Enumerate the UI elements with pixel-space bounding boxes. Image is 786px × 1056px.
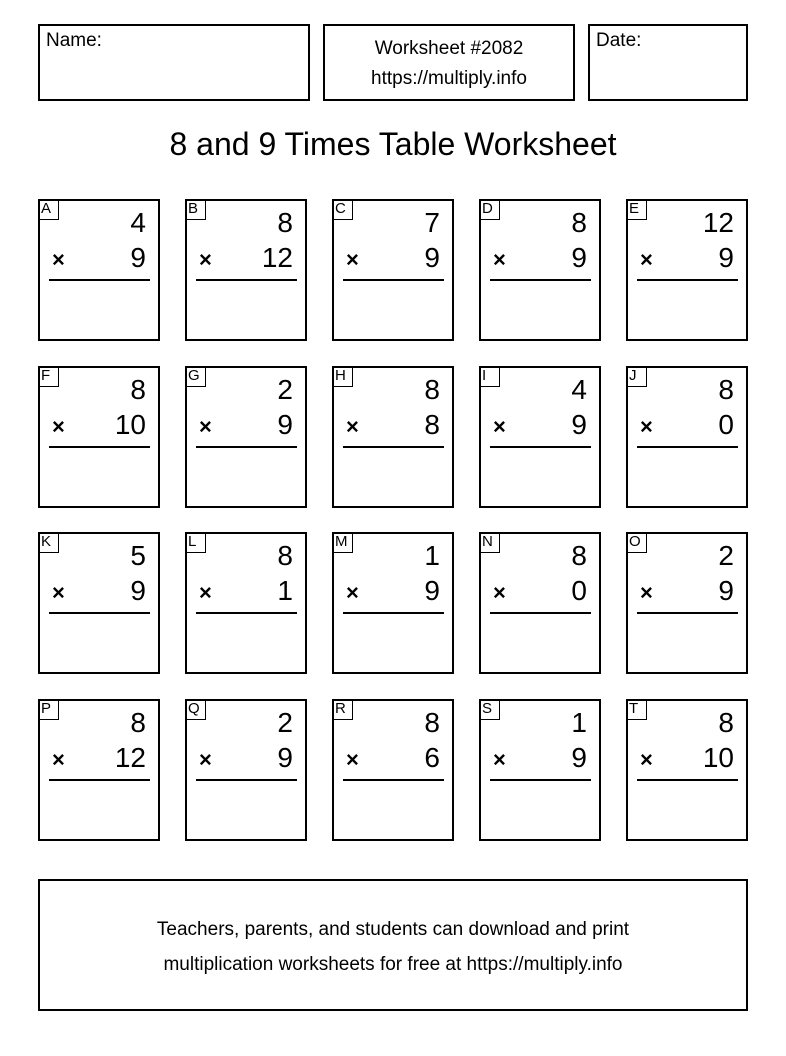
multiplicand: 8 bbox=[130, 706, 146, 738]
times-sign: × bbox=[493, 746, 506, 772]
problem-label: G bbox=[185, 366, 206, 387]
times-sign: × bbox=[640, 580, 653, 605]
times-sign: × bbox=[346, 746, 359, 772]
multiplier: 9 bbox=[130, 242, 146, 273]
times-sign: × bbox=[199, 746, 212, 772]
problem-d[interactable] bbox=[479, 199, 601, 341]
answer-line bbox=[49, 612, 150, 614]
times-sign: × bbox=[199, 580, 212, 605]
problem-i[interactable] bbox=[479, 366, 601, 508]
problem-label: S bbox=[479, 699, 500, 720]
multiplicand: 2 bbox=[277, 373, 293, 405]
multiplier: 9 bbox=[424, 242, 440, 273]
times-sign: × bbox=[640, 413, 653, 439]
times-sign: × bbox=[640, 746, 653, 772]
answer-line bbox=[490, 446, 591, 448]
multiplicand: 8 bbox=[718, 373, 734, 405]
multiplicand: 8 bbox=[571, 207, 587, 238]
answer-line bbox=[49, 446, 150, 448]
date-field[interactable] bbox=[588, 24, 748, 101]
multiplier: 9 bbox=[571, 741, 587, 773]
multiplier: 8 bbox=[424, 408, 440, 440]
multiplicand: 7 bbox=[424, 207, 440, 238]
multiplier: 12 bbox=[114, 741, 146, 773]
problem-s[interactable] bbox=[479, 699, 601, 841]
multiplicand: 12 bbox=[702, 207, 734, 238]
multiplier: 9 bbox=[130, 575, 146, 606]
problem-label: M bbox=[332, 532, 353, 553]
problem-label: N bbox=[479, 532, 500, 553]
name-label: Name: bbox=[46, 30, 102, 51]
multiplicand: 8 bbox=[277, 207, 293, 238]
times-sign: × bbox=[346, 247, 359, 272]
times-sign: × bbox=[199, 247, 212, 272]
multiplicand: 8 bbox=[571, 540, 587, 571]
multiplier: 9 bbox=[718, 575, 734, 606]
times-sign: × bbox=[52, 746, 65, 772]
times-sign: × bbox=[346, 580, 359, 605]
multiplicand: 2 bbox=[718, 540, 734, 571]
problem-o[interactable] bbox=[626, 532, 748, 674]
problem-label: E bbox=[626, 199, 647, 220]
answer-line bbox=[637, 779, 738, 781]
date-label: Date: bbox=[596, 30, 642, 51]
multiplicand: 8 bbox=[718, 706, 734, 738]
footer-box bbox=[38, 879, 748, 1011]
problem-m[interactable] bbox=[332, 532, 454, 674]
problem-label: H bbox=[332, 366, 353, 387]
worksheet-info-box bbox=[323, 24, 575, 101]
problem-q[interactable] bbox=[185, 699, 307, 841]
problem-label: O bbox=[626, 532, 647, 553]
multiplicand: 8 bbox=[277, 540, 293, 571]
answer-line bbox=[343, 446, 444, 448]
problem-j[interactable] bbox=[626, 366, 748, 508]
times-sign: × bbox=[493, 580, 506, 605]
answer-line bbox=[196, 612, 297, 614]
name-field[interactable] bbox=[38, 24, 310, 101]
footer-line-2: multiplication worksheets for free at https://multiply.info bbox=[163, 954, 623, 975]
multiplicand: 4 bbox=[571, 373, 587, 405]
answer-line bbox=[490, 779, 591, 781]
problem-label: R bbox=[332, 699, 353, 720]
answer-line bbox=[196, 779, 297, 781]
times-sign: × bbox=[52, 580, 65, 605]
worksheet-number: Worksheet #2082 bbox=[374, 38, 524, 59]
multiplicand: 8 bbox=[424, 373, 440, 405]
answer-line bbox=[637, 612, 738, 614]
problem-t[interactable] bbox=[626, 699, 748, 841]
problem-l[interactable] bbox=[185, 532, 307, 674]
problem-label: K bbox=[38, 532, 59, 553]
multiplier: 9 bbox=[277, 741, 293, 773]
problem-label: D bbox=[479, 199, 500, 220]
problem-label: C bbox=[332, 199, 353, 220]
problem-b[interactable] bbox=[185, 199, 307, 341]
answer-line bbox=[343, 779, 444, 781]
answer-line bbox=[490, 279, 591, 281]
multiplicand: 8 bbox=[130, 373, 146, 405]
multiplier: 12 bbox=[261, 242, 293, 273]
problem-h[interactable] bbox=[332, 366, 454, 508]
problem-a[interactable] bbox=[38, 199, 160, 341]
problem-label: Q bbox=[185, 699, 206, 720]
multiplier: 9 bbox=[424, 575, 440, 606]
multiplier: 0 bbox=[718, 408, 734, 440]
multiplier: 0 bbox=[571, 575, 587, 606]
times-sign: × bbox=[640, 247, 653, 272]
times-sign: × bbox=[52, 247, 65, 272]
problem-e[interactable] bbox=[626, 199, 748, 341]
multiplier: 10 bbox=[114, 408, 146, 440]
multiplier: 10 bbox=[702, 741, 734, 773]
problem-label: J bbox=[626, 366, 647, 387]
multiplicand: 4 bbox=[130, 207, 146, 238]
problem-g[interactable] bbox=[185, 366, 307, 508]
times-sign: × bbox=[493, 413, 506, 439]
answer-line bbox=[196, 446, 297, 448]
multiplier: 9 bbox=[571, 242, 587, 273]
answer-line bbox=[490, 612, 591, 614]
multiplicand: 1 bbox=[424, 540, 440, 571]
footer-line-1: Teachers, parents, and students can download and print bbox=[156, 919, 630, 940]
times-sign: × bbox=[199, 413, 212, 439]
multiplier: 6 bbox=[424, 741, 440, 773]
answer-line bbox=[343, 612, 444, 614]
answer-line bbox=[637, 446, 738, 448]
times-sign: × bbox=[346, 413, 359, 439]
times-sign: × bbox=[493, 247, 506, 272]
multiplier: 9 bbox=[571, 408, 587, 440]
multiplicand: 1 bbox=[571, 706, 587, 738]
multiplicand: 8 bbox=[424, 706, 440, 738]
problem-label: T bbox=[626, 699, 647, 720]
multiplier: 9 bbox=[277, 408, 293, 440]
problem-label: B bbox=[185, 199, 206, 220]
problem-label: P bbox=[38, 699, 59, 720]
answer-line bbox=[637, 279, 738, 281]
problem-label: I bbox=[479, 366, 500, 387]
answer-line bbox=[196, 279, 297, 281]
problem-f[interactable] bbox=[38, 366, 160, 508]
multiplicand: 5 bbox=[130, 540, 146, 571]
times-sign: × bbox=[52, 413, 65, 439]
problem-n[interactable] bbox=[479, 532, 601, 674]
problem-r[interactable] bbox=[332, 699, 454, 841]
multiplier: 9 bbox=[718, 242, 734, 273]
answer-line bbox=[49, 779, 150, 781]
problem-k[interactable] bbox=[38, 532, 160, 674]
multiplicand: 2 bbox=[277, 706, 293, 738]
problem-p[interactable] bbox=[38, 699, 160, 841]
page-title: 8 and 9 Times Table Worksheet bbox=[169, 126, 617, 162]
problem-c[interactable] bbox=[332, 199, 454, 341]
problem-label: F bbox=[38, 366, 59, 387]
problem-label: A bbox=[38, 199, 59, 220]
answer-line bbox=[343, 279, 444, 281]
problem-label: L bbox=[185, 532, 206, 553]
multiplier: 1 bbox=[277, 575, 293, 606]
answer-line bbox=[49, 279, 150, 281]
worksheet-url: https://multiply.info bbox=[371, 68, 527, 89]
